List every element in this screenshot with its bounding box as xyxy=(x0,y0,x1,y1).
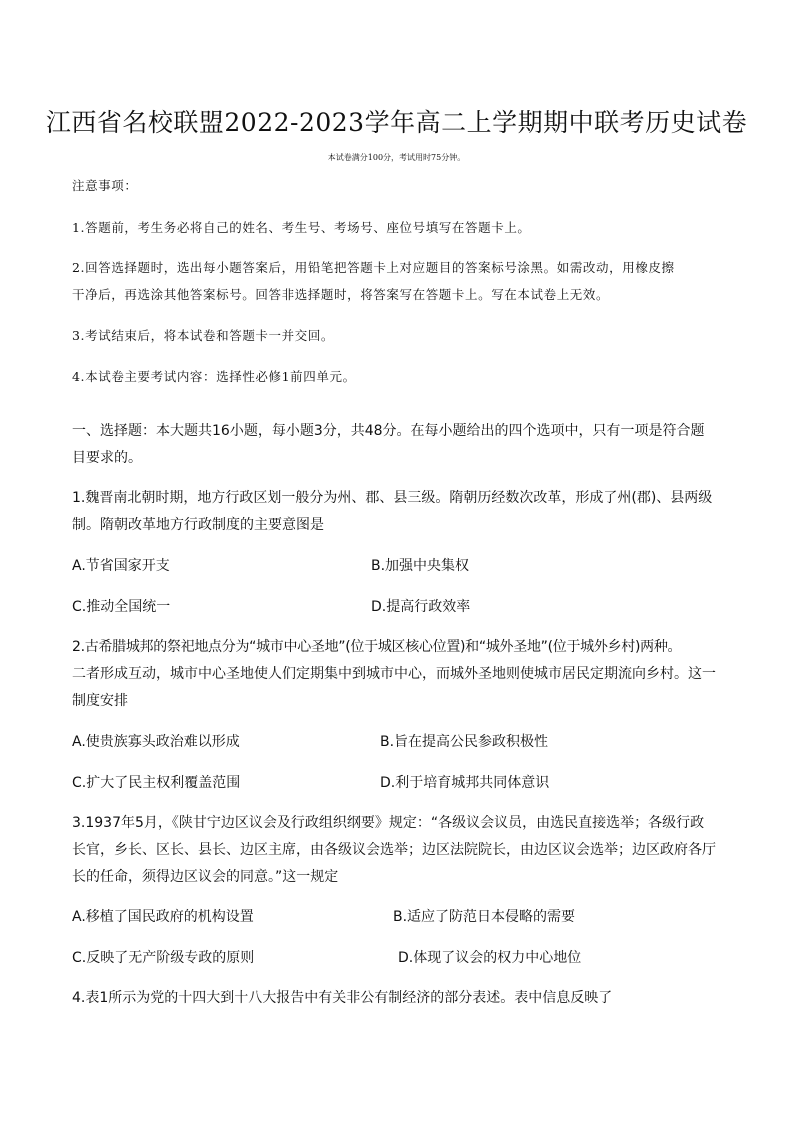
notice-item-3: 3.考试结束后，将本试卷和答题卡一并交回。 xyxy=(72,328,335,343)
question-1-stem-line-1: 1.魏晋南北朝时期，地方行政区划一般分为州、郡、县三级。隋朝历经数次改革，形成了州(郡)、县两级 xyxy=(72,490,713,506)
notice-item-4: 4.本试卷主要考试内容：选择性必修1前四单元。 xyxy=(72,369,356,384)
question-3-option-a: A.移植了国民政府的机构设置 xyxy=(72,909,254,925)
question-3-option-d: D.体现了议会的权力中心地位 xyxy=(398,950,582,966)
question-2-option-d: D.利于培育城邦共同体意识 xyxy=(380,775,550,791)
question-2-option-c: C.扩大了民主权利覆盖范围 xyxy=(72,775,241,791)
question-3-stem-line-3: 长的任命，须得边区议会的同意。”这一规定 xyxy=(72,869,339,885)
section-1-heading-line-2: 目要求的。 xyxy=(72,450,142,466)
question-2-stem-line-3: 制度安排 xyxy=(72,693,128,709)
notice-item-2-line-1: 2.回答选择题时，选出每小题答案后，用铅笔把答题卡上对应题目的答案标号涂黑。如需改动，用橡皮擦 xyxy=(72,260,675,275)
exam-title: 江西省名校联盟2022-2023学年高二上学期期中联考历史试卷 xyxy=(45,108,748,137)
question-1-option-b: B.加强中央集权 xyxy=(371,558,470,574)
question-3-option-c: C.反映了无产阶级专政的原则 xyxy=(72,950,255,966)
question-1-stem-line-2: 制。隋朝改革地方行政制度的主要意图是 xyxy=(72,517,324,533)
notice-item-2-line-2: 干净后，再选涂其他答案标号。回答非选择题时，将答案写在答题卡上。写在本试卷上无效。 xyxy=(72,287,610,302)
exam-subtitle: 本试卷满分100分，考试用时75分钟。 xyxy=(327,153,466,162)
question-2-option-a: A.使贵族寡头政治难以形成 xyxy=(72,734,240,750)
question-2-stem-line-2: 二者形成互动，城市中心圣地使人们定期集中到城市中心，而城外圣地则使城市居民定期流向乡村。这一 xyxy=(72,666,716,682)
question-1-option-a: A.节省国家开支 xyxy=(72,558,170,574)
question-3-stem-line-2: 长官，乡长、区长、县长、边区主席，由各级议会选举；边区法院院长，由边区议会选举；边区政府各厅 xyxy=(72,842,716,858)
question-2-option-b: B.旨在提高公民参政积极性 xyxy=(380,734,549,750)
question-3-stem-line-1: 3.1937年5月，《陕甘宁边区议会及行政组织纲要》规定：“各级议会议员，由选民直接选举；各级行政 xyxy=(72,815,705,831)
question-1-option-d: D.提高行政效率 xyxy=(371,599,471,615)
notice-heading: 注意事项： xyxy=(72,178,138,193)
section-1-heading-line-1: 一、选择题：本大题共16小题，每小题3分，共48分。在每小题给出的四个选项中，只有一项是符合题 xyxy=(72,423,705,439)
question-1-option-c: C.推动全国统一 xyxy=(72,599,171,615)
question-3-option-b: B.适应了防范日本侵略的需要 xyxy=(393,909,576,925)
question-2-stem-line-1: 2.古希腊城邦的祭祀地点分为“城市中心圣地”(位于城区核心位置)和“城外圣地”(位于城外乡村)两种。 xyxy=(72,639,682,655)
notice-item-1: 1.答题前，考生务必将自己的姓名、考生号、考场号、座位号填写在答题卡上。 xyxy=(72,220,531,235)
question-4-stem-line-1: 4.表1所示为党的十四大到十八大报告中有关非公有制经济的部分表述。表中信息反映了 xyxy=(72,990,613,1006)
